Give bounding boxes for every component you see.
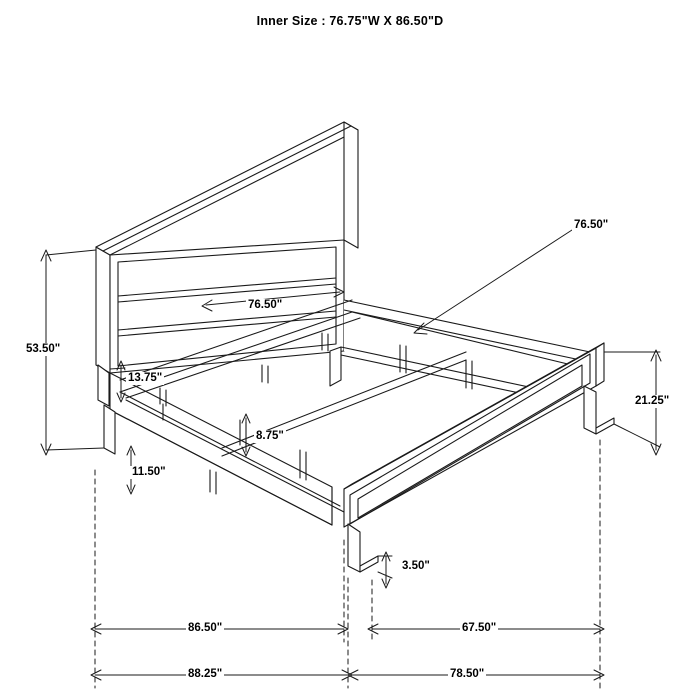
label-headboard-inner-width: 76.50" xyxy=(248,299,283,311)
dim-rail-callout-leader xyxy=(418,230,572,330)
label-headboard-height: 53.50" xyxy=(26,343,61,355)
label-headboard-lower-panel: 13.75" xyxy=(128,372,163,384)
label-footboard-width: 67.50" xyxy=(462,622,497,634)
label-overall-depth: 88.25" xyxy=(188,668,223,680)
page-title: Inner Size : 76.75"W X 86.50"D xyxy=(256,14,444,28)
label-side-rail-length: 86.50" xyxy=(188,622,223,634)
label-footboard-height: 21.25" xyxy=(635,395,670,407)
label-rail-callout: 76.50" xyxy=(574,219,609,231)
label-overall-width: 78.50" xyxy=(450,668,485,680)
label-footboard-leg: 3.50" xyxy=(402,560,430,572)
label-slat-height: 8.75" xyxy=(256,430,284,442)
label-rail-height: 11.50" xyxy=(132,466,166,478)
